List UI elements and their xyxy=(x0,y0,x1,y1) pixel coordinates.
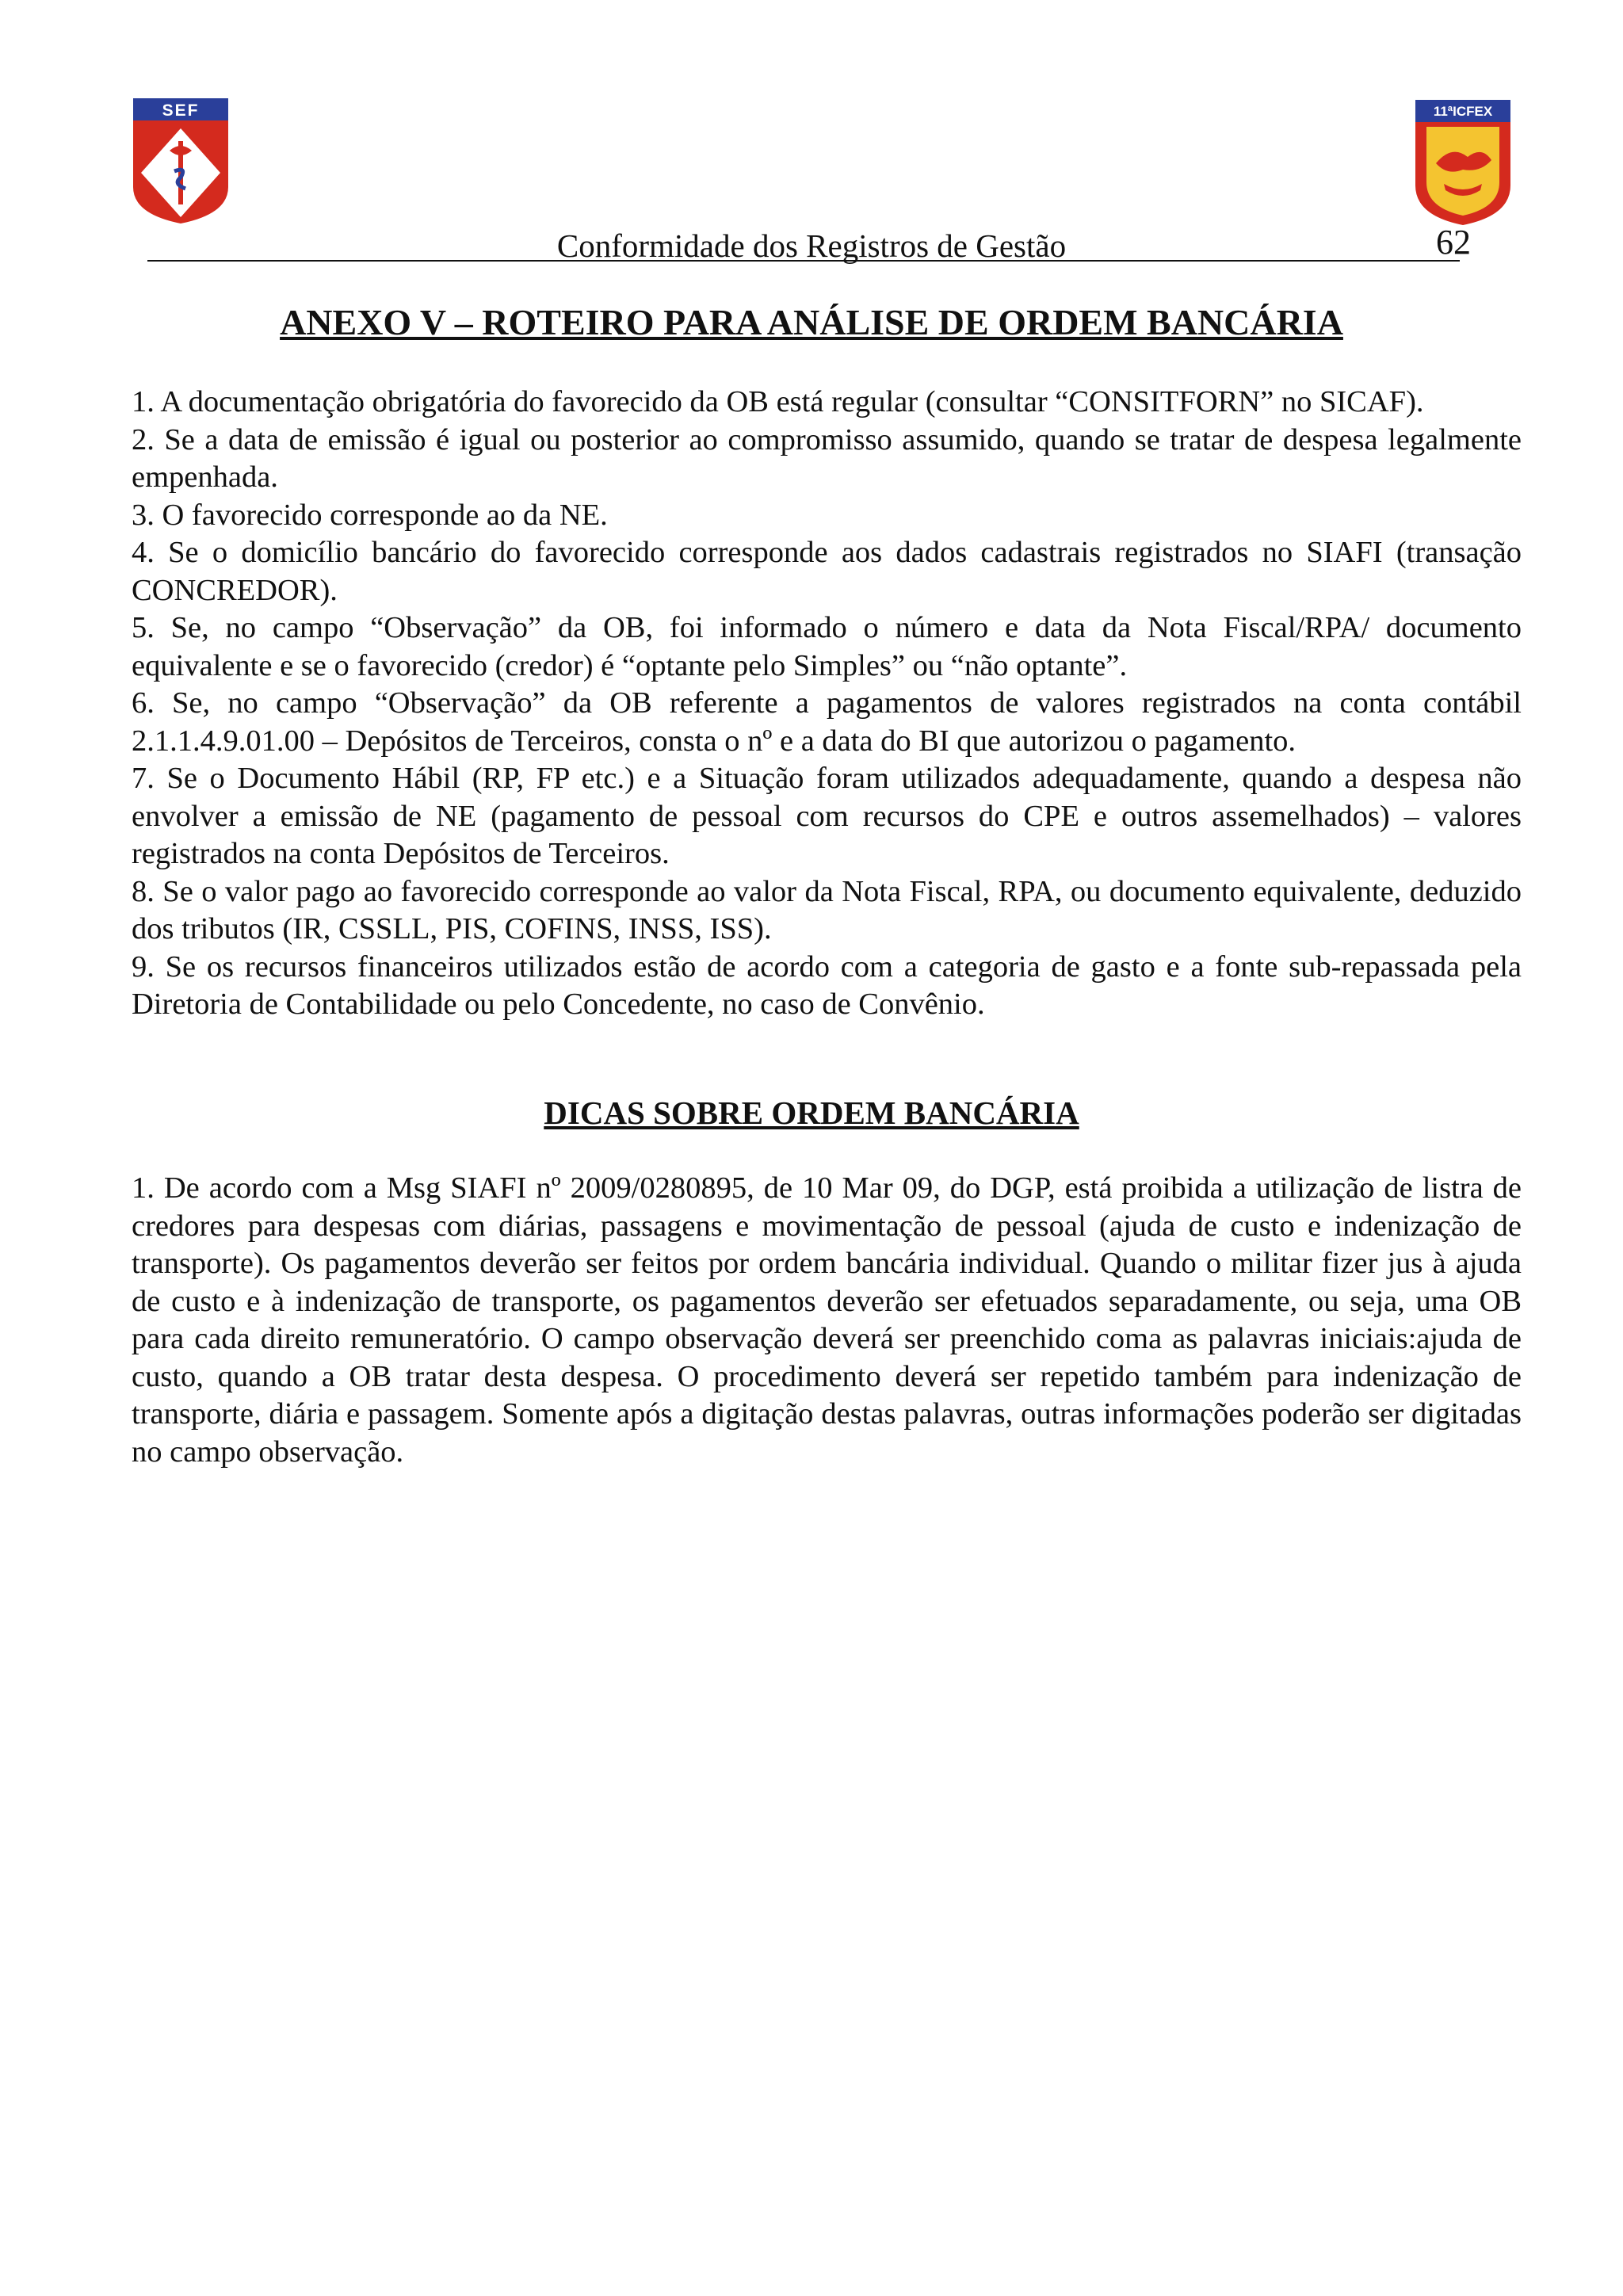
page-number: 62 xyxy=(1436,223,1471,262)
running-header-title: Conformidade dos Registros de Gestão xyxy=(556,227,1067,264)
checklist-item: 1. A documentação obrigatória do favorecido da OB está regular (consultar “CONSITFORN” no SICAF). xyxy=(132,385,1424,418)
tips-heading: DICAS SOBRE ORDEM BANCÁRIA xyxy=(544,1095,1079,1131)
header-rule xyxy=(147,260,1460,262)
svg-text:SEF: SEF xyxy=(162,101,200,120)
checklist-item: 4. Se o domicílio bancário do favorecido corresponde aos dados cadastrais registrados no SIAFI (transação CONCREDOR). xyxy=(132,536,1522,607)
checklist xyxy=(132,384,1522,1024)
checklist-item: 5. Se, no campo “Observação” da OB, foi informado o número e data da Nota Fiscal/RPA/ documento equivalente e se o favorecido (credor) é “optante pelo Simples” ou “não optante”. xyxy=(132,611,1522,682)
checklist-item: 3. O favorecido corresponde ao da NE. xyxy=(132,498,608,532)
checklist-item: 8. Se o valor pago ao favorecido corresponde ao valor da Nota Fiscal, RPA, ou documento equivalente, deduzido dos tributos (IR, CSSLL, PIS, COFINS, INSS, ISS). xyxy=(132,874,1522,946)
checklist-item: 2. Se a data de emissão é igual ou posterior ao compromisso assumido, quando se tratar de despesa legalmente empenhada. xyxy=(132,422,1522,494)
checklist-item: 9. Se os recursos financeiros utilizados estão de acordo com a categoria de gasto e a fonte sub-repassada pela Diretoria de Contabilidade ou pelo Concedente, no caso de Convênio. xyxy=(132,949,1522,1021)
sef-emblem-logo xyxy=(130,95,231,225)
checklist-item: 6. Se, no campo “Observação” da OB referente a pagamentos de valores registrados na conta contábil 2.1.1.4.9.01.00 – Depósitos de Terceiros, consta o nº e a data do BI que autorizou o pagamento. xyxy=(132,686,1522,758)
checklist-item: 7. Se o Documento Hábil (RP, FP etc.) e a Situação foram utilizados adequadamente, quando a despesa não envolver a emissão de NE (pagamento de pessoal com recursos do CPE e outros assemelhados) – valores registrados na conta Depósitos de Terceiros. xyxy=(132,762,1522,870)
tip-paragraph: 1. De acordo com a Msg SIAFI nº 2009/0280895, de 10 Mar 09, do DGP, está proibida a utilização de listra de credores para despesas com diárias, passagens e movimentação de pessoal (ajuda de custo e indenização de transporte). Os pagamentos deverão ser feitos por ordem bancária individual. Quando o militar fizer jus à ajuda de custo e à indenização de transporte, os pagamentos deverão ser efetuados separadamente, ou seja, uma OB para cada direito remuneratório. O campo observação deverá ser preenchido coma as palavras iniciais:ajuda de custo, quando a OB tratar desta despesa. O procedimento deverá ser repetido também para indenização de transporte, diária e passagem. Somente após a digitação destas palavras, outras informações poderão ser digitadas no campo observação. xyxy=(132,1171,1522,1469)
svg-text:11ªICFEX: 11ªICFEX xyxy=(1433,104,1493,119)
annex-title: ANEXO V – ROTEIRO PARA ANÁLISE DE ORDEM BANCÁRIA xyxy=(280,302,1343,342)
tips-section xyxy=(132,1170,1522,1471)
icfex-emblem-logo xyxy=(1412,97,1514,227)
